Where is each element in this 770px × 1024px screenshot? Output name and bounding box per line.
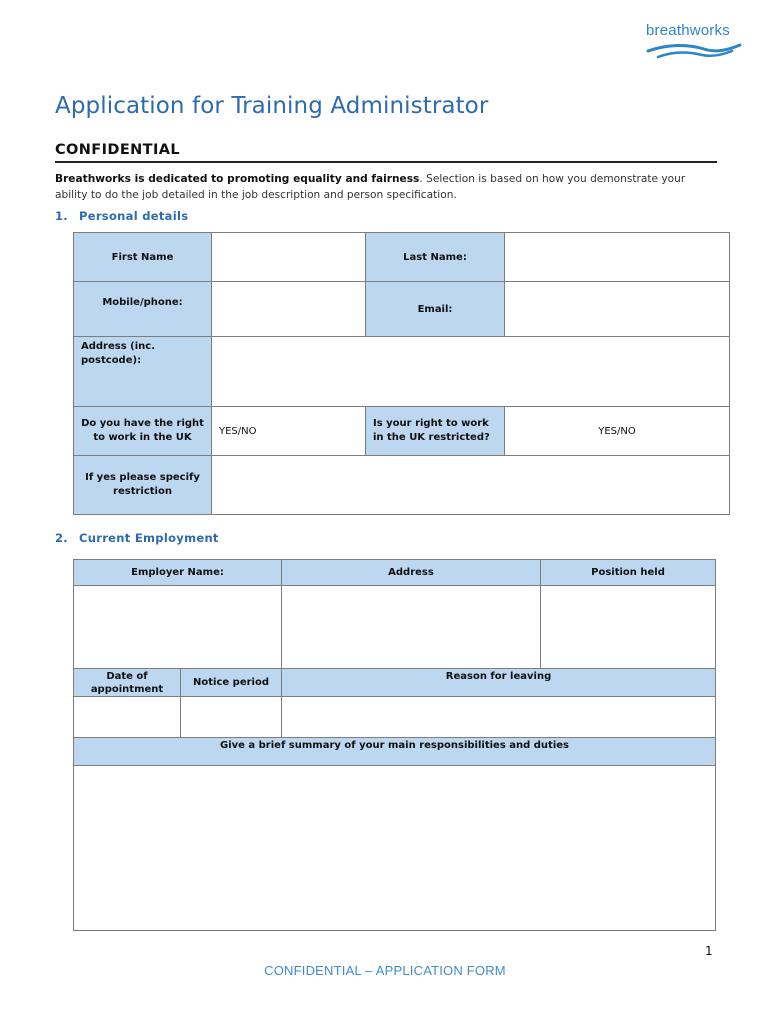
page-title: Application for Training Administrator [55, 93, 489, 119]
responsibilities-summary-label: Give a brief summary of your main responsibilities and duties [73, 737, 716, 766]
section-title: Personal details [79, 209, 189, 223]
notice-period-field[interactable] [180, 696, 282, 738]
employer-address-field[interactable] [281, 585, 541, 669]
position-held-field[interactable] [540, 585, 716, 669]
mobile-field[interactable] [211, 281, 366, 337]
last-name-label: Last Name: [365, 232, 505, 282]
section-number: 2. [55, 531, 68, 545]
address-label: Address (inc. postcode): [73, 336, 212, 407]
intro-rest: . Selection is based on how you demonstrate your ability to do the job detailed in the job description and person specification. [55, 173, 686, 201]
email-field[interactable] [504, 281, 730, 337]
employer-name-field[interactable] [73, 585, 282, 669]
breathworks-logo [632, 18, 754, 66]
page-number: 1 [705, 944, 713, 958]
employer-name-label: Employer Name: [73, 559, 282, 586]
intro-bold: Breathworks is dedicated to promoting equality and fairness [55, 173, 420, 185]
restriction-field[interactable] [211, 455, 730, 515]
reason-for-leaving-field[interactable] [281, 696, 716, 738]
address-field[interactable] [211, 336, 730, 407]
first-name-field[interactable] [211, 232, 366, 282]
footer-text: CONFIDENTIAL – APPLICATION FORM [264, 963, 506, 978]
email-label: Email: [365, 281, 505, 337]
employer-address-label: Address [281, 559, 541, 586]
section-personal-details-heading [55, 209, 188, 223]
section-title: Current Employment [79, 531, 219, 545]
logo-text: breathworks [646, 22, 730, 39]
confidential-heading: CONFIDENTIAL [55, 142, 181, 158]
restricted-field[interactable]: YES/NO [504, 406, 730, 456]
restricted-label: Is your right to work in the UK restricted? [365, 406, 505, 456]
section-number: 1. [55, 209, 68, 223]
position-held-label: Position held [540, 559, 716, 586]
wave-icon [644, 42, 744, 60]
notice-period-label: Notice period [180, 668, 282, 697]
heading-divider [55, 161, 717, 163]
mobile-label: Mobile/phone: [73, 281, 212, 337]
intro-paragraph [55, 171, 720, 203]
right-to-work-label: Do you have the right to work in the UK [73, 406, 212, 456]
right-to-work-field[interactable]: YES/NO [211, 406, 366, 456]
date-of-appointment-field[interactable] [73, 696, 181, 738]
last-name-field[interactable] [504, 232, 730, 282]
first-name-label: First Name [73, 232, 212, 282]
date-of-appointment-label: Date of appointment [73, 668, 181, 697]
restriction-label: If yes please specify restriction [73, 455, 212, 515]
section-current-employment-heading [55, 531, 219, 545]
responsibilities-summary-field[interactable] [73, 765, 716, 931]
reason-for-leaving-label: Reason for leaving [281, 668, 716, 697]
